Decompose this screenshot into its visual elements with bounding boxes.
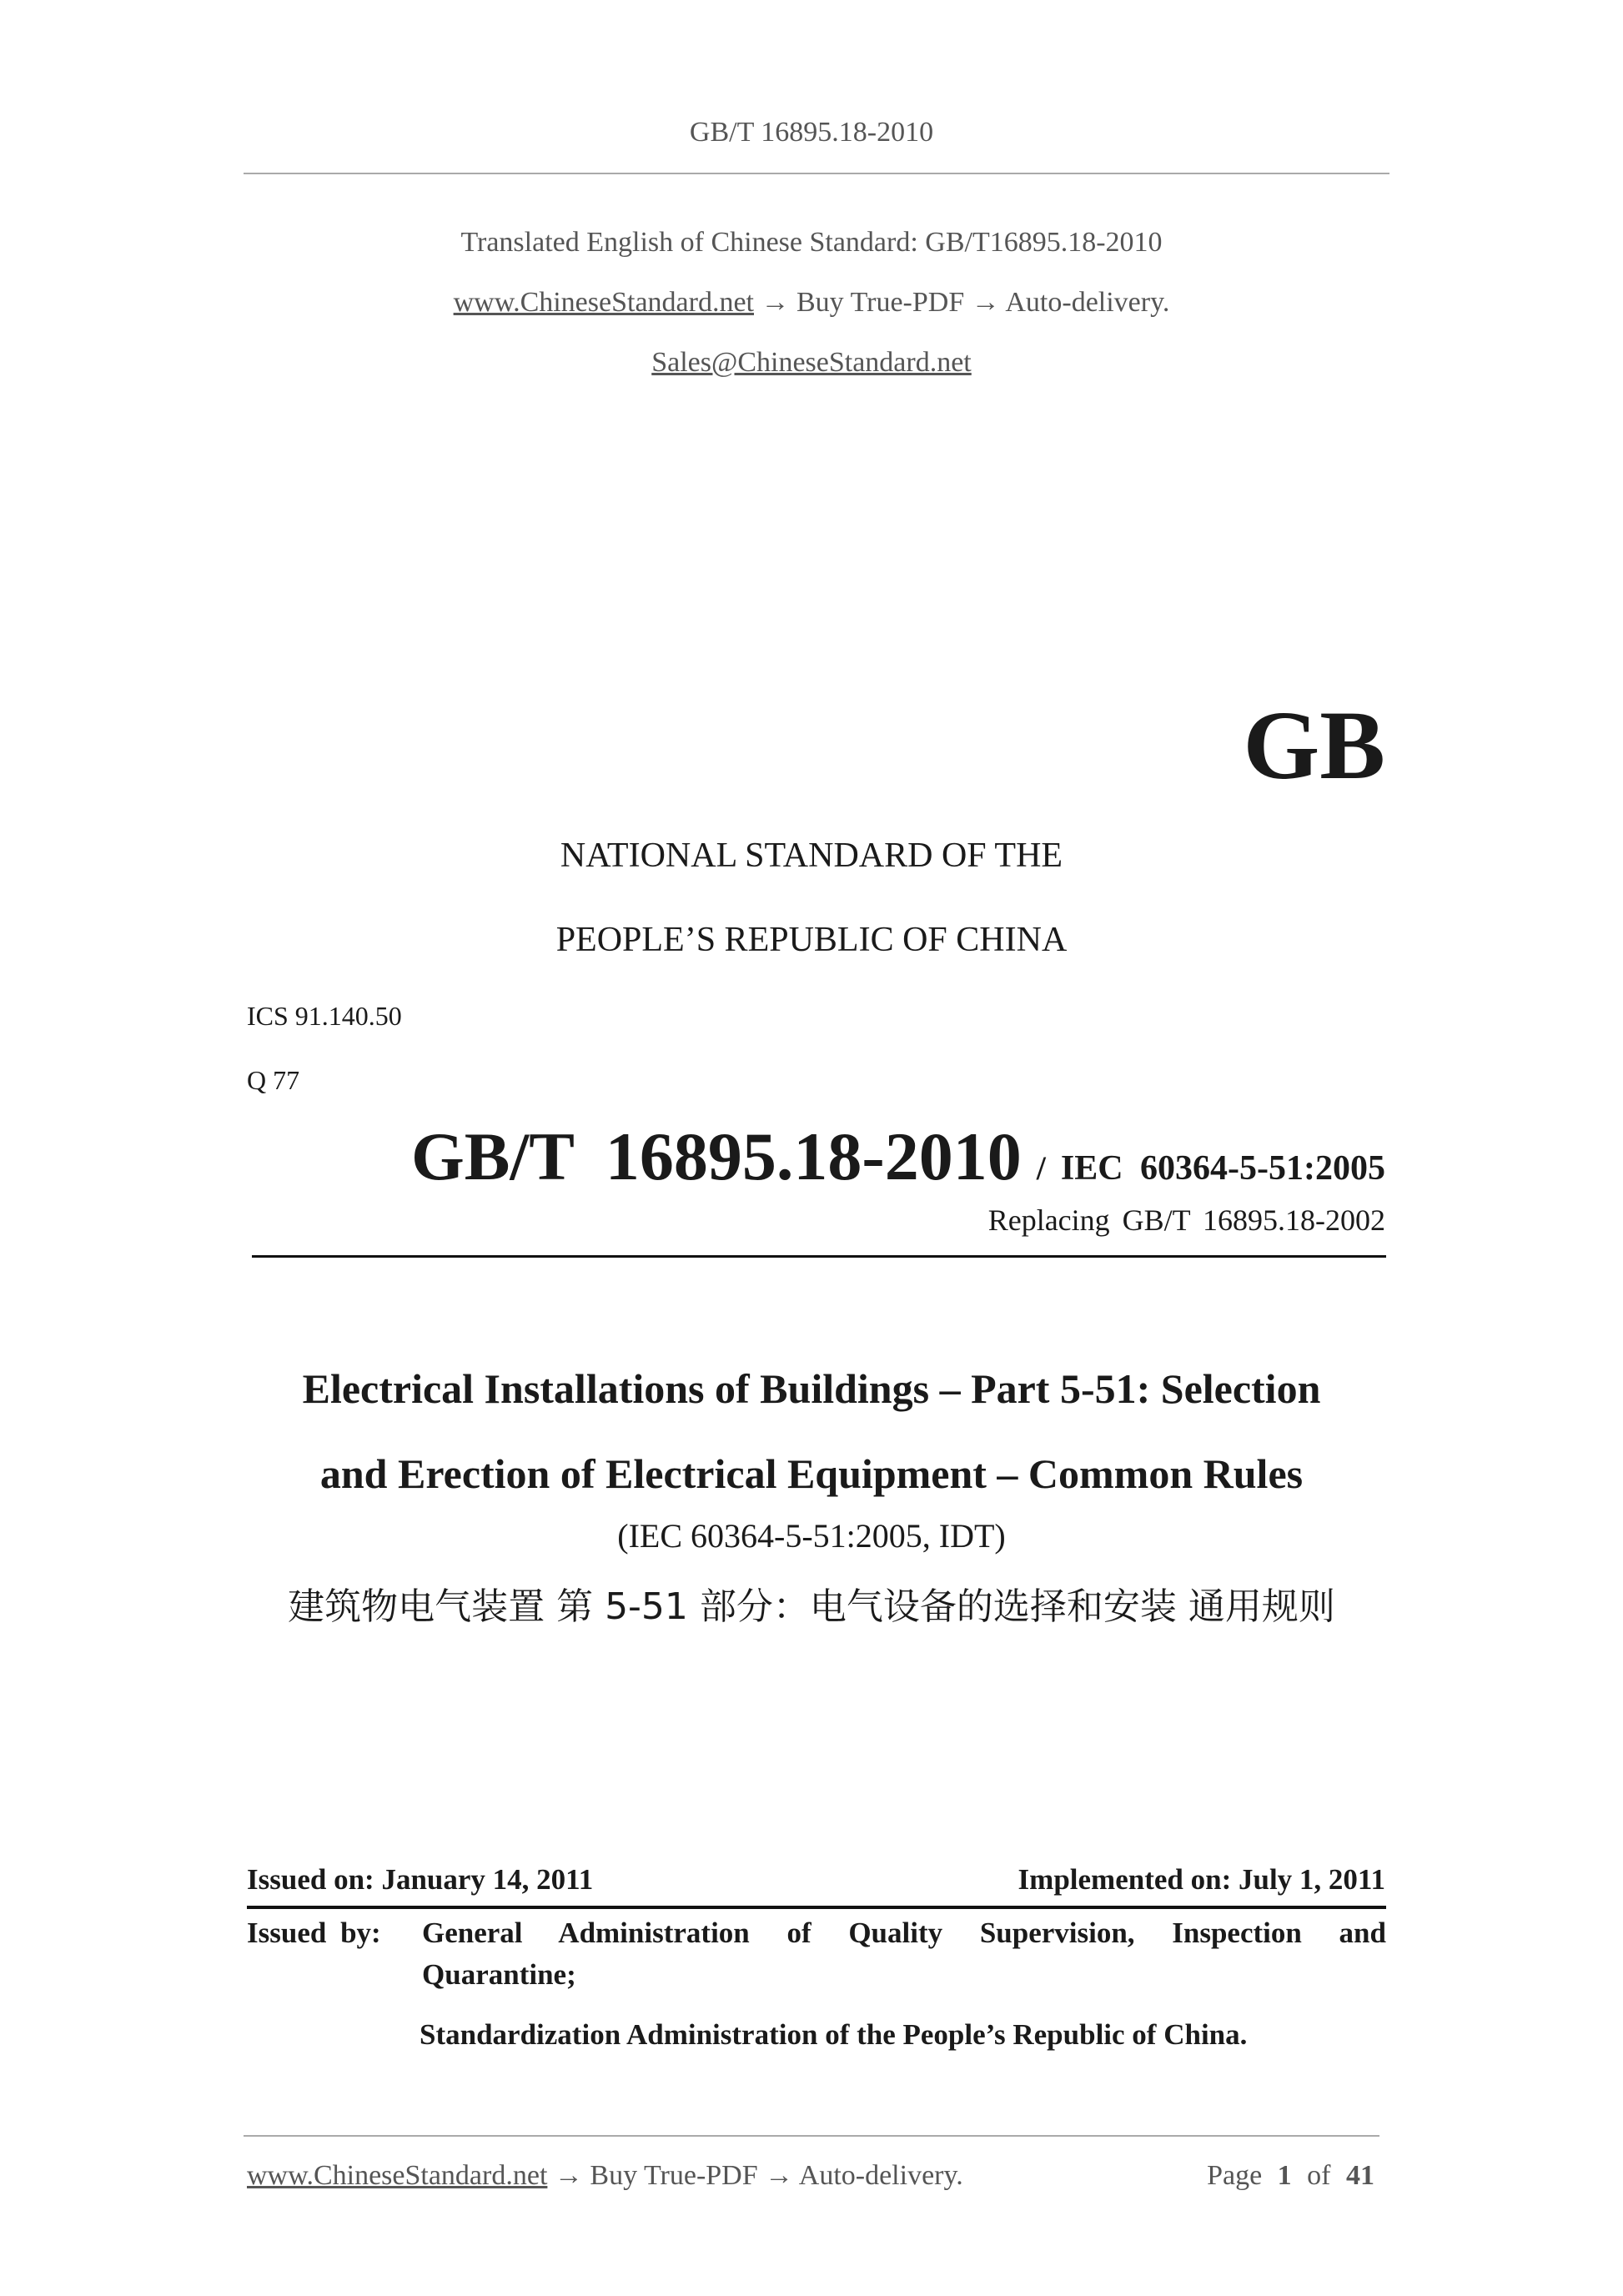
page-total: 41 xyxy=(1346,2160,1374,2191)
replacing: Replacing GB/T 16895.18-2002 xyxy=(987,1203,1385,1237)
national-line1: NATIONAL STANDARD OF THE xyxy=(560,837,1063,875)
footer-buy-text: Buy True-PDF xyxy=(590,2160,758,2191)
title-line1: Electrical Installations of Buildings – Part 5-51: Selection xyxy=(302,1365,1321,1412)
gb-logo: GB xyxy=(1243,691,1385,800)
q-code: Q 77 xyxy=(247,1065,300,1095)
footer-auto-text: Auto-delivery. xyxy=(798,2160,963,2191)
header-buy-text: Buy True-PDF xyxy=(796,287,965,318)
iec-idt: (IEC 60364-5-51:2005, IDT) xyxy=(617,1517,1006,1555)
chinese-title: 建筑物电气装置 第 5-51 部分：电气设备的选择和安装 通用规则 xyxy=(288,1585,1335,1628)
page-indicator xyxy=(1207,2160,1374,2192)
header-auto-text: Auto-delivery. xyxy=(1005,287,1170,318)
issued-by-label: Issued by: xyxy=(247,1917,381,1949)
implemented-on: Implemented on: July 1, 2011 xyxy=(1018,1863,1385,1896)
iec-reference: IEC 60364-5-51:2005 xyxy=(1060,1149,1385,1188)
standard-number: GB/T 16895.18-2010 xyxy=(410,1118,1022,1194)
arrow-right-icon: → xyxy=(761,287,790,318)
arrow-right-icon: → xyxy=(554,2160,583,2191)
issued-by-line1: General Administration of Quality Supervision, Inspection and xyxy=(422,1917,1386,1949)
page-number: 1 xyxy=(1277,2160,1292,2191)
footer-site-link[interactable]: www.ChineseStandard.net xyxy=(247,2160,548,2191)
header-email-link[interactable]: Sales@ChineseStandard.net xyxy=(651,347,972,378)
header-line2 xyxy=(0,287,1623,319)
header-divider xyxy=(244,173,1389,174)
issued-divider xyxy=(247,1906,1386,1909)
issued-by-line3: Standardization Administration of the People’s Republic of China. xyxy=(420,2018,1248,2051)
header-line1: Translated English of Chinese Standard: GB/T16895.18-2010 xyxy=(460,227,1163,258)
issued-on: Issued on: January 14, 2011 xyxy=(247,1863,594,1896)
footer-links xyxy=(247,2160,963,2192)
footer-divider xyxy=(244,2135,1379,2137)
national-line2: PEOPLE’S REPUBLIC OF CHINA xyxy=(555,921,1068,959)
number-divider xyxy=(252,1255,1386,1258)
page-label: Page xyxy=(1207,2160,1263,2191)
header-email-row xyxy=(0,347,1623,379)
arrow-right-icon: → xyxy=(765,2160,794,2191)
slash: / xyxy=(1036,1149,1046,1187)
ics-code: ICS 91.140.50 xyxy=(247,1001,402,1031)
of-label: of xyxy=(1307,2160,1331,2191)
title-line2: and Erection of Electrical Equipment – Common Rules xyxy=(319,1450,1304,1497)
header-site-link[interactable]: www.ChineseStandard.net xyxy=(453,287,754,318)
issued-by-line2: Quarantine; xyxy=(422,1958,576,1991)
standard-number-row xyxy=(411,1118,1385,1196)
arrow-right-icon: → xyxy=(971,287,1000,318)
header-code: GB/T 16895.18-2010 xyxy=(689,117,934,148)
